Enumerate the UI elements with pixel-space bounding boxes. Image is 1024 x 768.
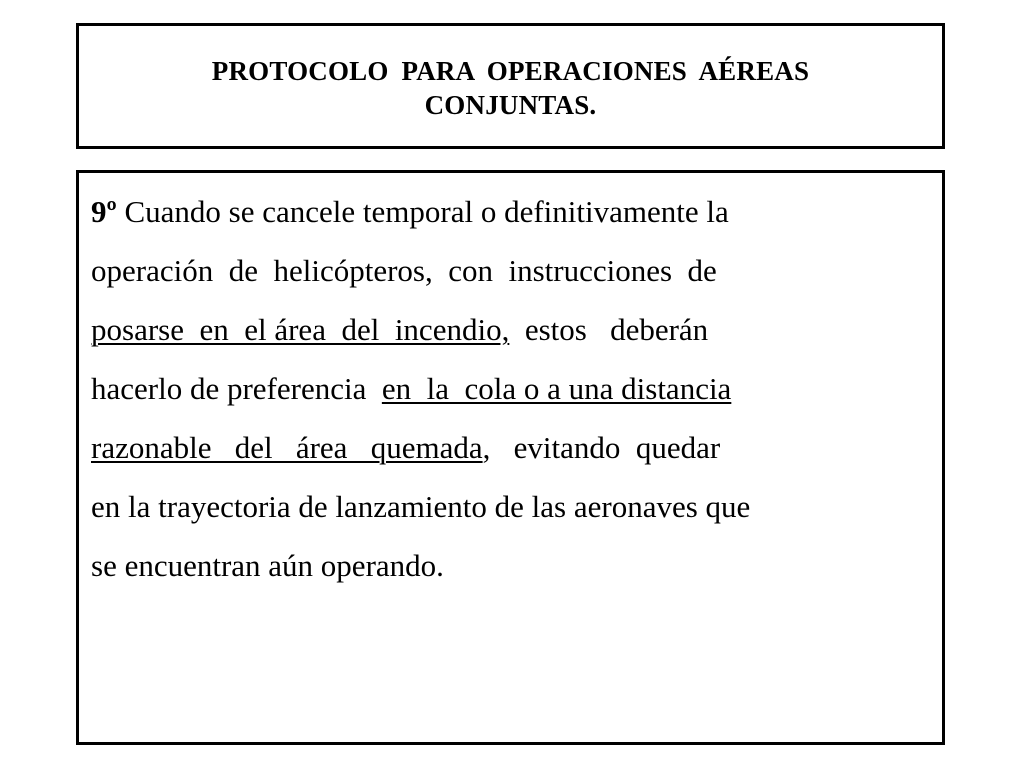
slide-title [212, 50, 809, 122]
line-segment: , evitando quedar [482, 430, 721, 465]
paragraph-line-6 [91, 477, 931, 536]
line-segment: estos deberán [509, 312, 709, 347]
paragraph-line-3 [91, 300, 931, 359]
item-number: 9º [91, 194, 117, 229]
line-segment: se encuentran aún operando. [91, 548, 444, 583]
title-box [76, 23, 945, 149]
paragraph-line-4 [91, 359, 931, 418]
title-line-1: PROTOCOLO PARA OPERACIONES AÉREAS [211, 56, 810, 86]
title-line-2: CONJUNTAS. [424, 90, 597, 120]
paragraph-line-1 [91, 182, 931, 241]
line-segment: en la trayectoria de lanzamiento de las aeronaves que [91, 489, 751, 524]
paragraph-line-5 [91, 418, 931, 477]
underlined-segment: razonable del área quemada [91, 430, 483, 465]
line-segment: hacerlo de preferencia [91, 371, 382, 406]
protocol-paragraph [91, 182, 931, 595]
body-box [76, 170, 945, 745]
line-segment: Cuando se cancele temporal o definitivamente la [116, 194, 729, 229]
paragraph-line-7 [91, 536, 931, 595]
underlined-segment: posarse en el área del incendio, [91, 312, 510, 347]
paragraph-line-2 [91, 241, 931, 300]
underlined-segment: en la cola o a una distancia [381, 371, 732, 406]
line-segment: operación de helicópteros, con instrucciones de [91, 253, 717, 288]
